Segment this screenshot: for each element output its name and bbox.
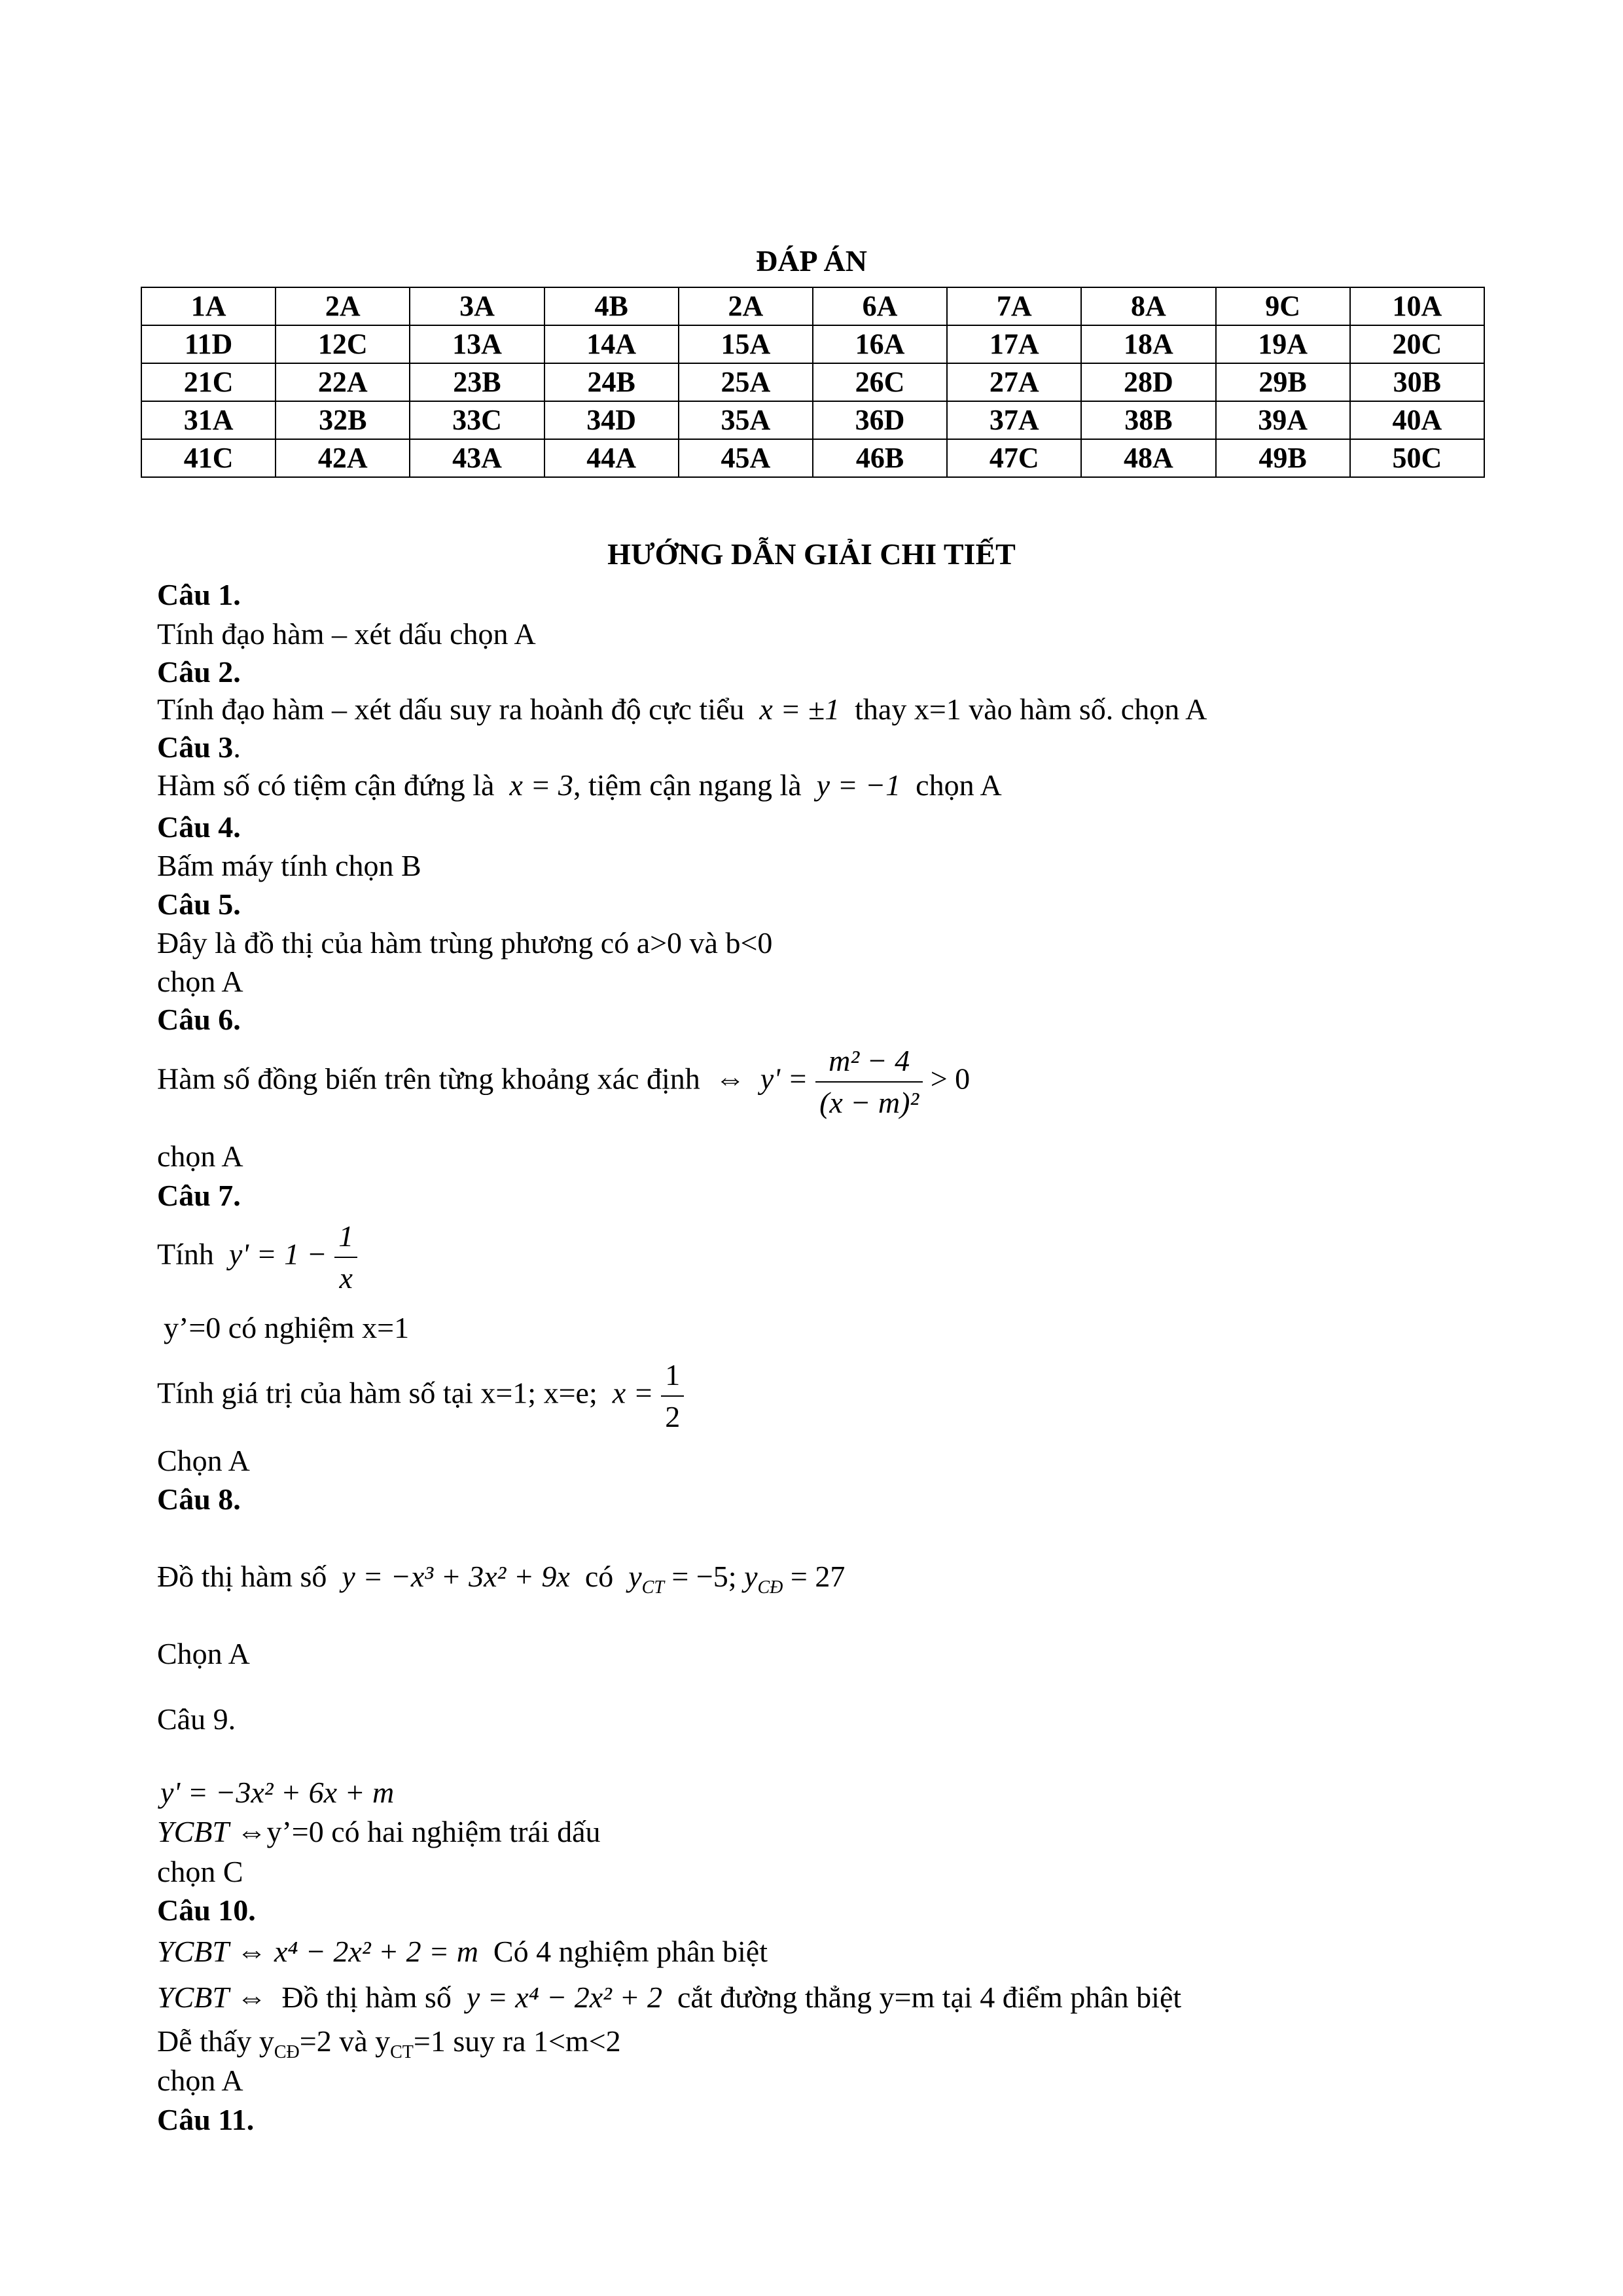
- answer-cell: 23B: [410, 363, 544, 401]
- question-10-choice: chọn A: [157, 2064, 243, 2097]
- q6-denominator: (x − m)²: [815, 1081, 923, 1123]
- q10-line3-c: =1 suy ra 1<m<2: [413, 2024, 621, 2058]
- q9-post: y’=0 có hai nghiệm trái dấu: [266, 1815, 601, 1848]
- question-6-choice: chọn A: [157, 1139, 243, 1173]
- answer-cell: 16A: [813, 325, 947, 363]
- q2-math: x = ±1: [759, 692, 840, 726]
- answer-cell: 7A: [947, 287, 1081, 325]
- answer-row: [141, 439, 1484, 477]
- answer-cell: 19A: [1216, 325, 1350, 363]
- question-3-text: [157, 768, 1002, 802]
- q8-cd-value: = 27: [783, 1560, 846, 1593]
- answer-cell: 49B: [1216, 439, 1350, 477]
- answer-cell: 8A: [1081, 287, 1215, 325]
- answer-cell: 36D: [813, 401, 947, 439]
- answer-cell: 42A: [276, 439, 410, 477]
- q9-iff: ⇔: [236, 1815, 267, 1848]
- question-6-heading: Câu 6.: [157, 1003, 241, 1036]
- answer-key-title: ĐÁP ÁN: [756, 244, 867, 278]
- question-10-heading: Câu 10.: [157, 1893, 256, 1927]
- question-7-line3: [157, 1355, 684, 1437]
- answer-cell: 35A: [679, 401, 813, 439]
- question-11-heading: Câu 11.: [157, 2103, 255, 2136]
- question-9-heading: Câu 9.: [157, 1702, 236, 1736]
- question-2-heading: Câu 2.: [157, 655, 241, 689]
- answer-key-table: [141, 287, 1485, 478]
- question-10-line1: [157, 1934, 768, 1969]
- answer-cell: 15A: [679, 325, 813, 363]
- answer-cell: 17A: [947, 325, 1081, 363]
- question-1-heading: Câu 1.: [157, 578, 241, 611]
- answer-cell: 47C: [947, 439, 1081, 477]
- answer-cell: 26C: [813, 363, 947, 401]
- answer-cell: 31A: [141, 401, 276, 439]
- q2-pre: Tính đạo hàm – xét dấu suy ra hoành độ cực tiểu: [157, 692, 745, 726]
- q10-pre2: Đồ thị hàm số: [281, 1981, 452, 2014]
- q10-math2: y = x⁴ − 2x² + 2: [466, 1981, 663, 2014]
- q10-line3-a: Dễ thấy y: [157, 2024, 274, 2058]
- q10-line3-sub1: CĐ: [274, 2042, 300, 2063]
- guide-title: HƯỚNG DẪN GIẢI CHI TIẾT: [607, 537, 1016, 571]
- answer-cell: 32B: [276, 401, 410, 439]
- answer-cell: 39A: [1216, 401, 1350, 439]
- q7-line3-fraction: [661, 1355, 684, 1437]
- answer-cell: 25A: [679, 363, 813, 401]
- answer-cell: 9C: [1216, 287, 1350, 325]
- answer-cell: 2A: [679, 287, 813, 325]
- q6-rhs: > 0: [930, 1062, 971, 1096]
- q8-ct-sub: CT: [641, 1577, 664, 1598]
- question-7-choice: Chọn A: [157, 1444, 250, 1477]
- answer-cell: 45A: [679, 439, 813, 477]
- q6-lhs: y' =: [760, 1062, 808, 1096]
- question-5-choice: chọn A: [157, 965, 243, 998]
- q10-math1: x⁴ − 2x² + 2 = m: [274, 1935, 478, 1968]
- answer-cell: 13A: [410, 325, 544, 363]
- q8-pre: Đồ thị hàm số: [157, 1560, 327, 1593]
- q10-ycbt-2: YCBT: [157, 1981, 229, 2014]
- question-2-text: [157, 692, 1207, 726]
- q7-line3-lhs: x =: [612, 1376, 654, 1410]
- q3-head: Câu 3: [157, 730, 234, 764]
- question-10-line3: [157, 2024, 621, 2063]
- q3-mid: , tiệm cận ngang là: [573, 768, 802, 802]
- answer-cell: 40A: [1350, 401, 1484, 439]
- answer-cell: 30B: [1350, 363, 1484, 401]
- q8-ct-symbol: y: [628, 1560, 642, 1593]
- question-3-heading: [157, 730, 241, 764]
- answer-cell: 48A: [1081, 439, 1215, 477]
- question-7-text: [157, 1216, 357, 1299]
- answer-cell: 37A: [947, 401, 1081, 439]
- q8-ct-value: = −5;: [664, 1560, 745, 1593]
- q10-post1: Có 4 nghiệm phân biệt: [493, 1935, 768, 1968]
- q7-line3-denominator: 2: [661, 1395, 684, 1437]
- answer-cell: 50C: [1350, 439, 1484, 477]
- q3-post: chọn A: [916, 768, 1002, 802]
- answer-cell: 28D: [1081, 363, 1215, 401]
- answer-cell: 41C: [141, 439, 276, 477]
- question-4-text: Bấm máy tính chọn B: [157, 849, 421, 882]
- answer-row: [141, 325, 1484, 363]
- q8-math: y = −x³ + 3x² + 9x: [342, 1560, 570, 1593]
- q8-mid: có: [584, 1560, 614, 1593]
- answer-cell: 29B: [1216, 363, 1350, 401]
- answer-cell: 27A: [947, 363, 1081, 401]
- q3-pre: Hàm số có tiệm cận đứng là: [157, 768, 495, 802]
- question-9-ycbt: [157, 1814, 601, 1849]
- q10-iff-1: ⇔: [236, 1935, 267, 1968]
- question-7-line2: y’=0 có nghiệm x=1: [164, 1311, 410, 1344]
- q2-post: thay x=1 vào hàm số. chọn A: [855, 692, 1207, 726]
- answer-cell: 44A: [544, 439, 679, 477]
- q10-post2: cắt đường thẳng y=m tại 4 điểm phân biệt: [677, 1981, 1182, 2014]
- q7-fraction: [334, 1216, 357, 1299]
- answer-cell: 10A: [1350, 287, 1484, 325]
- q9-ycbt: YCBT: [157, 1815, 229, 1848]
- q10-iff-2: ⇔: [236, 1981, 267, 2014]
- q6-pre: Hàm số đồng biến trên từng khoảng xác định: [157, 1062, 700, 1096]
- answer-cell: 21C: [141, 363, 276, 401]
- q7-pre: Tính: [157, 1237, 214, 1271]
- answer-cell: 11D: [141, 325, 276, 363]
- q8-cd-symbol: y: [744, 1560, 758, 1593]
- answer-cell: 24B: [544, 363, 679, 401]
- question-8-heading: Câu 8.: [157, 1482, 241, 1516]
- answer-row: [141, 401, 1484, 439]
- q6-fraction: [815, 1041, 923, 1123]
- q10-line3-sub2: CT: [390, 2042, 414, 2063]
- question-8-choice: Chọn A: [157, 1637, 250, 1670]
- answer-cell: 34D: [544, 401, 679, 439]
- question-6-text: [157, 1041, 970, 1123]
- answer-cell: 6A: [813, 287, 947, 325]
- question-8-text: [157, 1559, 845, 1598]
- answer-cell: 2A: [276, 287, 410, 325]
- q7-lhs: y' = 1 −: [228, 1237, 327, 1271]
- question-9-derivative: y' = −3x² + 6x + m: [160, 1776, 395, 1809]
- answer-cell: 18A: [1081, 325, 1215, 363]
- answer-row: [141, 287, 1484, 325]
- q3-math1: x = 3: [509, 768, 573, 802]
- answer-row: [141, 363, 1484, 401]
- q7-line3-numerator: 1: [665, 1358, 681, 1391]
- question-5-heading: Câu 5.: [157, 888, 241, 921]
- answer-cell: 43A: [410, 439, 544, 477]
- answer-cell: 14A: [544, 325, 679, 363]
- q6-numerator: m² − 4: [829, 1044, 910, 1077]
- question-9-choice: chọn C: [157, 1855, 243, 1888]
- q7-denominator: x: [334, 1257, 357, 1299]
- answer-cell: 38B: [1081, 401, 1215, 439]
- q10-ycbt-1: YCBT: [157, 1935, 229, 1968]
- q10-line3-b: =2 và y: [299, 2024, 391, 2058]
- q7-line3-pre: Tính giá trị của hàm số tại x=1; x=e;: [157, 1376, 597, 1410]
- question-1-text: Tính đạo hàm – xét dấu chọn A: [157, 617, 536, 651]
- q6-iff: ⇔: [715, 1062, 745, 1096]
- question-7-heading: Câu 7.: [157, 1179, 241, 1212]
- answer-cell: 4B: [544, 287, 679, 325]
- q8-cd-sub: CĐ: [757, 1577, 783, 1598]
- answer-cell: 22A: [276, 363, 410, 401]
- answer-cell: 33C: [410, 401, 544, 439]
- question-10-line2: [157, 1980, 1181, 2015]
- answer-cell: 3A: [410, 287, 544, 325]
- answer-cell: 1A: [141, 287, 276, 325]
- answer-cell: 46B: [813, 439, 947, 477]
- q7-numerator: 1: [338, 1219, 354, 1253]
- answer-cell: 20C: [1350, 325, 1484, 363]
- answer-cell: 12C: [276, 325, 410, 363]
- question-4-heading: Câu 4.: [157, 810, 241, 844]
- q3-head-dot: .: [233, 730, 241, 764]
- q3-math2: y = −1: [816, 768, 901, 802]
- question-5-text: Đây là đồ thị của hàm trùng phương có a>0 và b<0: [157, 926, 773, 960]
